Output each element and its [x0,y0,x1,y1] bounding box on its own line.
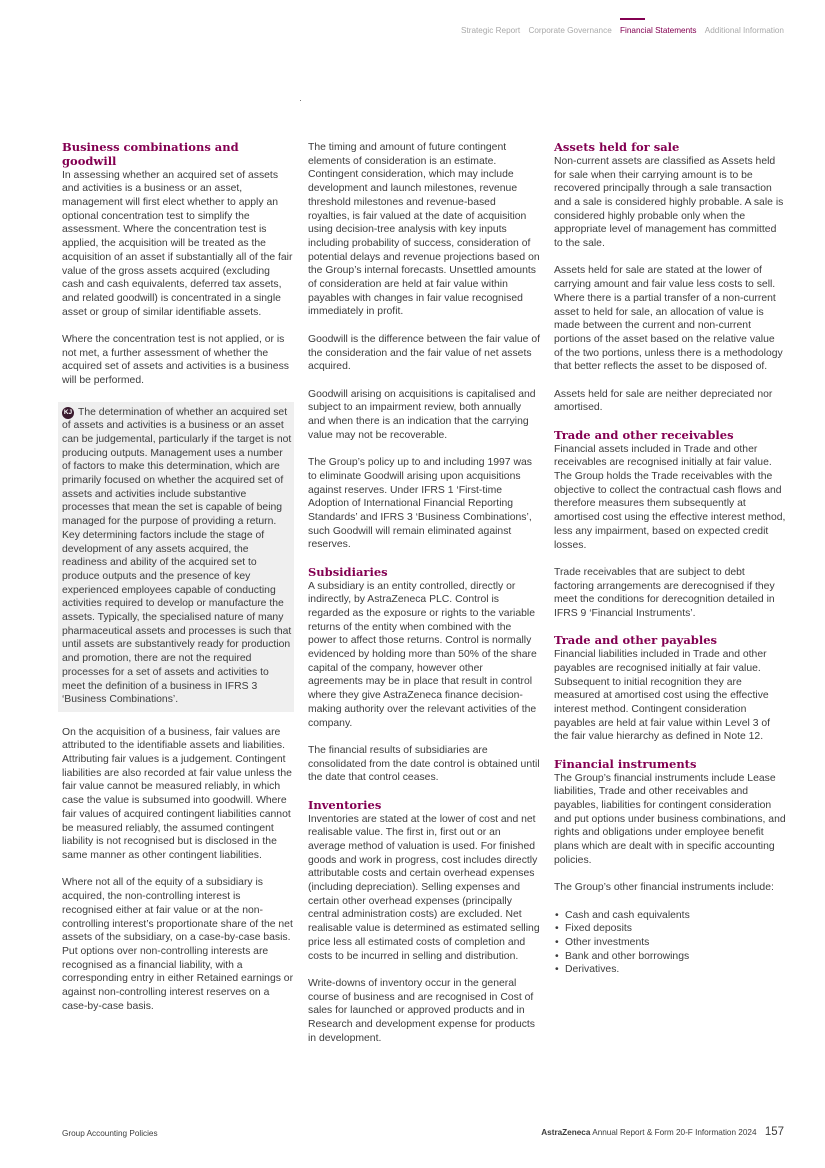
list-item: • Bank and other borrowings [554,950,786,964]
list-item: • Derivatives. [554,963,786,977]
footer-report-info [541,1126,784,1138]
nav-additional-information[interactable]: Additional Information [704,26,784,35]
list-item: • Fixed deposits [554,922,786,936]
list-item: • Cash and cash equivalents [554,909,786,923]
paragraph: Assets held for sale are neither depreciated nor amortised. [554,388,773,414]
paragraph: The Group’s financial instruments include Lease liabilities, Trade and other receivables and payables, liabilities for contingent consideration and put options under business combinations, and rights and obligations under employee benefit plans which are dealt with in specific accounting policies. [554,772,786,866]
nav-financial-statements[interactable]: Financial Statements [620,26,697,35]
heading-subsidiaries: Subsidiaries [308,564,388,579]
nav-strategic-report[interactable]: Strategic Report [461,26,521,35]
paragraph: A subsidiary is an entity controlled, directly or indirectly, by AstraZeneca PLC. Control is regarded as the exposure or rights to the variable returns of the entity when combined with the power to affect those returns. Control is normally evidenced by holding more than 50% of the share capital of the company, however other agreements may be in place that result in control where they give AstraZeneca finance decision-making authority over the relevant activities of the company. [308,580,537,729]
heading-trade-receivables: Trade and other receivables [554,427,734,442]
nav-corporate-governance[interactable]: Corporate Governance [528,26,612,35]
heading-financial-instruments: Financial instruments [554,756,697,771]
paragraph: Where not all of the equity of a subsidiary is acquired, the non-controlling interest is recognised either at fair value or at the non-controlling interest’s proportionate share of the net assets of the subsidiary, on a case-by-case basis. Put options over non-controlling interests are recognised as a financial liability, with a corresponding entry in either Retained earnings or against non-controlling interest reserves on a case-by-case basis. [62,877,294,1012]
paragraph: The financial results of subsidiaries are consolidated from the date control is obtained until the date that control ceases. [308,744,540,784]
paragraph: Goodwill arising on acquisitions is capitalised and subject to an impairment review, both annually and when there is an indication that the carrying value may not be recoverable. [308,388,536,441]
paragraph: The Group’s other financial instruments include: [554,882,774,894]
paragraph: Assets held for sale are stated at the lower of carrying amount and fair value less costs to sell. Where there is a partial transfer of a non-current asset to held for sale, an allocation of value is made between the current and non-current portions of the asset based on the relative value of the two portions, unless there is a methodology that better reflects the asset to be disposed of. [554,265,783,373]
paragraph: Trade receivables that are subject to debt factoring arrangements are derecognised if they meet the conditions for derecognition detailed in IFRS 9 ‘Financial Instruments’. [554,566,775,620]
paragraph: Non-current assets are classified as Assets held for sale when their carrying amount is to be recovered principally through a sale transaction and a sale is considered highly probable. A sale is considered highly probable only when the appropriate level of management has committed to the sale. [554,155,784,250]
paragraph: The timing and amount of future contingent elements of consideration is an estimate. Contingent consideration, which may include development and launch milestones, revenue threshold milestones and revenue-based royalties, is fair valued at the date of acquisition using decision-tree analysis with key inputs including probability of success, consideration of potential delays and revenue projections based on the Group’s internal forecasts. Unsettled amounts of consideration are held at fair value within payables with changes in fair value recognised immediately in profit. [308,142,540,318]
column-1 [62,141,294,1027]
top-navigation [455,26,784,35]
paragraph: Goodwill is the difference between the fair value of the consideration and the fair value of net assets acquired. [308,333,541,373]
paragraph: Write-downs of inventory occur in the general course of business and are recognised in Cost of sales for launched or approved products and in Research and development expense for products in development. [308,977,536,1044]
paragraph: Financial liabilities included in Trade and other payables are recognised initially at fair value. Subsequent to initial recognition they are measured at amortised cost using the effective interest method. Contingent consideration payables are held at fair value within Level 3 of the fair value hierarchy as defined in Note 12. [554,649,771,743]
key-judgement-box [58,402,294,712]
paragraph: On the acquisition of a business, fair values are attributed to the identifiable assets and liabilities. Attributing fair values is a judgement. Contingent liabilities are also recorded at fair value unless the fair value cannot be measured reliably, in which case the value is subsumed into goodwill. Where fair values of acquired contingent liabilities cannot be measured reliably, the assumed contingent liability is not recognised but is disclosed in the same manner as other contingent liabilities. [62,726,292,861]
heading-business-combinations: Business combinations and goodwill [62,140,239,168]
kj-badge-icon: KJ [62,407,74,419]
paragraph: The Group’s policy up to and including 1997 was to eliminate Goodwill arising upon acquisitions against reserves. Under IFRS 1 ‘First-time Adoption of International Financial Reporting Standards’ and IFRS 3 ‘Business Combinations’, such Goodwill will remain eliminated against reserves. [308,457,532,551]
footer-brand: AstraZeneca [541,1128,591,1137]
key-judgement-body: The determination of whether an acquired set of assets and activities is a business or an asset can be judgemental, particularly if the target is not producing outputs. Management uses a number of factors to make this determination, which are primarily focused on whether the acquired set of assets and activities include substantive processes that mean the set is capable of being managed for the purpose of providing a return. Key determining factors include the stage of development of any assets acquired, the readiness and ability of the acquired set to produce outputs and the presence of key experienced employees capable of conducting activities required to develop or manufacture the assets. Typically, the specialised nature of many pharmaceutical assets and processes is such that until assets are substantively ready for production and promotion, there are not the required processes for a set of assets and activities to meet the definition of a business in IFRS 3 ‘Business Combinations’. [62,406,292,706]
paragraph: Inventories are stated at the lower of cost and net realisable value. The first in, first out or an average method of valuation is used. For finished goods and work in progress, cost includes directly attributable costs and certain overhead expenses (including depreciation). Selling expenses and certain other overhead expenses (principally central administration costs) are excluded. Net realisable value is determined as estimated selling price less all estimated costs of completion and costs to be incurred in selling and distribution. [308,813,540,962]
key-judgement-text [62,406,292,707]
heading-trade-payables: Trade and other payables [554,633,717,648]
instruments-list [554,909,786,978]
column-2 [308,141,540,1059]
paragraph: In assessing whether an acquired set of assets and activities is a business or an asset, management will first elect whether to apply an optional concentration test to simplify the assessment. Where the concentration test is applied, the acquisition will be treated as the acquisition of an asset if substantially all of the fair value of the gross assets acquired (excluding cash and cash equivalents, deferred tax assets, and related goodwill) is concentrated in a single asset or group of similar identifiable assets. [62,169,293,318]
paragraph: Financial assets included in Trade and other receivables are recognised initially at fair value. The Group holds the Trade receivables with the objective to collect the contractual cash flows and therefore measures them subsequently at amortised cost using the effective interest method, less any impairment, based on expected credit losses. [554,443,786,551]
column-3 [554,141,786,977]
list-item: • Other investments [554,936,786,950]
stray-mark [300,100,301,101]
heading-assets-held-for-sale: Assets held for sale [554,140,680,154]
paragraph: Where the concentration test is not applied, or is not met, a further assessment of whether the acquired set of assets and activities is a business will be performed. [62,334,289,387]
footer-section-title: Group Accounting Policies [62,1129,158,1138]
page-number: 157 [764,1126,784,1138]
heading-inventories: Inventories [308,797,382,812]
footer-report-title: Annual Report & Form 20-F Information 2024 [592,1128,757,1137]
